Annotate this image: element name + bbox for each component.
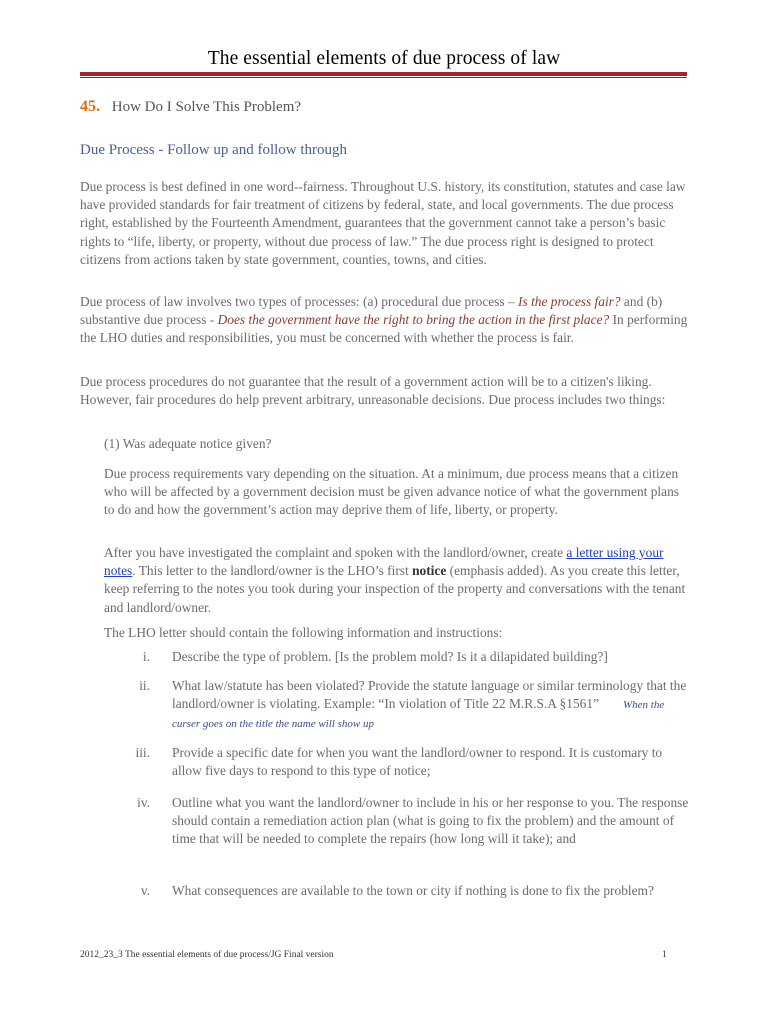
list-item: What consequences are available to the town or city if nothing is done to fix the problem? xyxy=(172,883,654,898)
text-run: Due process of law involves two types of processes: (a) procedural due process – xyxy=(80,294,519,309)
title-rule-thin xyxy=(80,77,687,78)
section-heading xyxy=(80,98,301,116)
title-rule xyxy=(80,72,687,76)
text-run: In performing the LHO duties and responsibilities, you must be concerned with whether the process is fair. xyxy=(80,312,688,346)
list-item xyxy=(172,677,690,734)
paragraph-letter xyxy=(104,544,690,617)
tooltip-note: When the curser goes on the title the name will show up xyxy=(172,699,665,731)
page-title: The essential elements of due process of law xyxy=(207,48,561,69)
list-item: Describe the type of problem. [Is the problem mold? Is it a dilapidated building?] xyxy=(172,649,608,664)
emphasis-procedural: Is the process fair? xyxy=(518,294,621,309)
list-numeral: i. xyxy=(142,649,150,664)
list-numeral: v. xyxy=(140,883,150,898)
page-number: 1 xyxy=(662,950,667,960)
list-numeral: iii. xyxy=(135,745,150,760)
list-numeral: iv. xyxy=(137,795,150,810)
list-item: Provide a specific date for when you want the landlord/owner to respond. It is customary to allow five days to respond to this type of notice; xyxy=(172,745,663,779)
emphasis-substantive: Does the government have the right to bring the action in the first place? xyxy=(217,312,610,328)
paragraph-procedures: Due process procedures do not guarantee that the result of a government action will be to a citizen's liking. However, fair procedures do help prevent arbitrary, unreasonable decisions. Due process includes two things: xyxy=(80,374,666,408)
text-run: After you have investigated the complaint and spoken with the landlord/owner, create xyxy=(104,545,567,560)
notice-emphasis: notice xyxy=(412,563,447,579)
section-number: 45. xyxy=(80,98,100,115)
paragraph-instructions-intro: The LHO letter should contain the following information and instructions: xyxy=(104,625,503,640)
letter-link[interactable]: a letter using your notes xyxy=(104,545,664,579)
footer-text: 2012_23_3 The essential elements of due process/JG Final version xyxy=(80,950,334,960)
paragraph-two-processes xyxy=(80,293,690,348)
notice-question: (1) Was adequate notice given? xyxy=(104,436,272,451)
text-run: and (b) substantive due process - xyxy=(80,294,663,328)
section-title: How Do I Solve This Problem? xyxy=(111,99,302,115)
text-run: (emphasis added). As you create this letter, keep referring to the notes you took during your inspection of the property and conversations with the tenant and landlord/owner. xyxy=(104,563,686,615)
text-run: . This letter to the landlord/owner is the LHO’s first xyxy=(132,563,413,579)
list-item: Outline what you want the landlord/owner to include in his or her response to you. The response should contain a remediation action plan (what is going to fix the problem) and the amount of time that will be needed to complete the repairs (how long will it take); and xyxy=(172,795,689,847)
paragraph-definition: Due process is best defined in one word--fairness. Throughout U.S. history, its constitution, statutes and case law have provided standards for fair treatment of citizens by federal, state, and local governments. The due process right, established by the Fourteenth Amendment, guarantees that the government cannot take a person’s basic rights to “life, liberty, or property, without due process of law.” The due process right is designed to protect citizens from actions taken by state government, counties, towns, and cities. xyxy=(80,179,686,267)
subheading: Due Process - Follow up and follow through xyxy=(80,142,348,158)
paragraph-requirements: Due process requirements vary depending on the situation. At a minimum, due process means that a citizen who will be affected by a government decision must be given advance notice of what the government plans to do and how the government’s action may deprive them of life, liberty, or property. xyxy=(104,466,679,518)
list-numeral: ii. xyxy=(139,678,150,693)
list-item-text: What law/statute has been violated? Provide the statute language or similar terminology that the landlord/owner is violating. Example: “In violation of Title 22 M.R.S.A §1561” xyxy=(172,678,687,712)
